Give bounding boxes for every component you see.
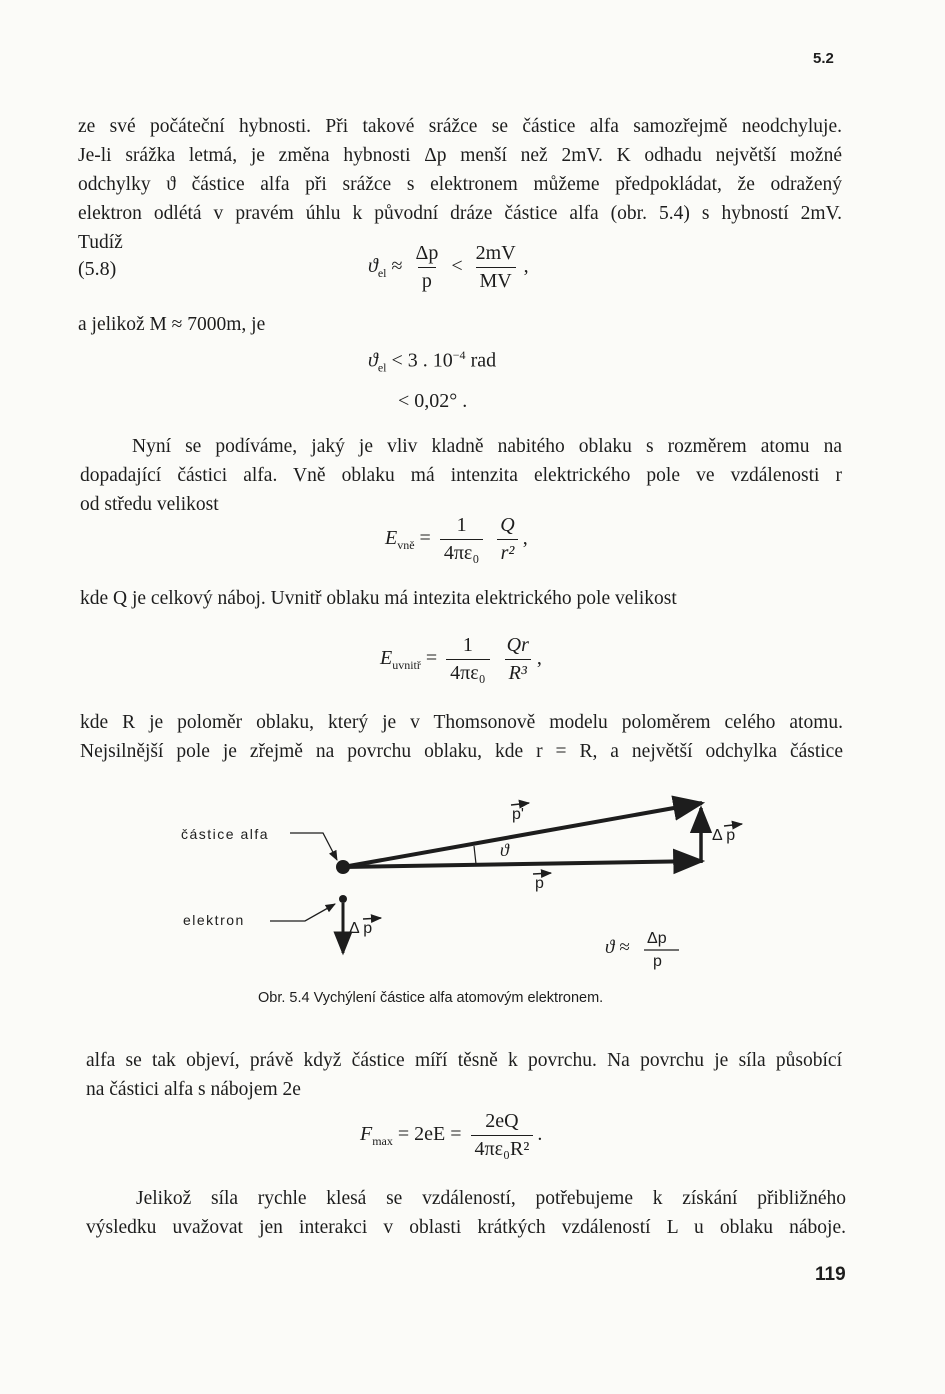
force-symbol: F [360, 1123, 373, 1146]
page-number: 119 [815, 1264, 846, 1285]
electron-leader-line [270, 904, 335, 921]
numerator: 1 [456, 514, 467, 536]
numerator: 2eQ [485, 1110, 519, 1132]
numerator: 1 [462, 634, 473, 656]
subscript: el [377, 360, 387, 375]
formula-denominator: p [653, 953, 662, 970]
equation-bound-deg: < 0,02° . [398, 390, 468, 412]
unit: rad [465, 349, 497, 372]
text-line: dopadající částici alfa. Vně oblaku má intenzita elektrického pole ve vzdálenosti r [80, 465, 842, 486]
label-delta-p-electron: Δ p [349, 920, 373, 937]
less-than-sign: < [451, 255, 463, 278]
numerator: Q [500, 514, 515, 536]
equals-sign: = [419, 527, 431, 550]
denominator: 4πε₀ [440, 539, 483, 565]
text-mass-ratio: a jelikož M ≈ 7000m, je [78, 314, 266, 335]
equation-middle: = 2eE = [397, 1123, 462, 1146]
text-line: odchylky ϑ částice alfa při srážce s elektronem můžeme předpokládat, že odražený [78, 174, 842, 195]
approx-sign: ≈ [391, 255, 403, 278]
text-line: Je-li srážka letmá, je změna hybnosti Δp menší než 2mV. K odhadu největší možné [78, 145, 842, 166]
numerator: 2mV [475, 242, 516, 264]
text-line: Nejsilnější pole je zřejmě na povrchu oblaku, kde r = R, a největší odchylka částice [80, 741, 843, 762]
label-theta: ϑ [500, 840, 509, 860]
label-delta-p-right: Δ p [712, 827, 736, 844]
numerator: Δp [415, 242, 439, 264]
figure-caption: Obr. 5.4 Vychýlení částice alfa atomovým elektronem. [258, 990, 604, 1006]
label-p: p [535, 875, 544, 892]
text-line: Jelikož síla rychle klesá se vzdáleností, potřebujeme k získání přibližného [136, 1188, 846, 1209]
numerator: Qr [506, 634, 529, 656]
label-p-prime: p' [512, 806, 524, 823]
paragraph-6 [86, 1184, 846, 1242]
label-alpha-particle: částice alfa [181, 826, 270, 842]
punctuation: , [522, 527, 528, 550]
theta-symbol: ϑ [368, 349, 378, 372]
vector-hat [363, 918, 381, 919]
text-line: na částici alfa s nábojem 2e [86, 1079, 301, 1100]
paragraph-3: kde Q je celkový náboj. Uvnitř oblaku má intezita elektrického pole velikost [80, 588, 677, 609]
bound-value: < 3 . 10 [391, 349, 453, 372]
text-line: výsledku uvažovat jen interakci v oblasti krátkých vzdáleností L u oblaku náboje. [86, 1217, 846, 1238]
angle-mark [474, 846, 476, 864]
p-vector [343, 861, 702, 867]
equation-max-force [360, 1110, 542, 1161]
subscript: uvnitř [392, 658, 421, 673]
text-line: od středu velikost [80, 494, 219, 515]
equals-sign: = [425, 647, 438, 670]
formula-theta-approx: ϑ ≈ [605, 937, 630, 958]
punctuation: , [536, 647, 542, 670]
denominator: 4πε₀R² [471, 1135, 534, 1161]
subscript: vně [397, 538, 415, 553]
text-line: kde R je poloměr oblaku, který je v Thomsonově modelu poloměrem celého atomu. [80, 712, 843, 733]
text-line: alfa se tak objeví, právě když částice míří těsně k povrchu. Na povrchu je síla působící [86, 1050, 842, 1071]
paragraph-5 [86, 1046, 842, 1104]
subscript: max [372, 1134, 393, 1149]
field-symbol: E [380, 647, 393, 670]
denominator: MV [476, 267, 516, 293]
text-line: elektron odlétá v pravém úhlu k původní dráze částice alfa (obr. 5.4) s hybností 2mV. [78, 203, 842, 224]
denominator: p [418, 267, 436, 293]
equation-label: (5.8) [78, 258, 117, 280]
vector-hat [724, 824, 742, 826]
fraction [471, 1110, 534, 1161]
punctuation: . [537, 1123, 543, 1146]
text-line: Tudíž [78, 232, 123, 253]
text-line: Nyní se podíváme, jaký je vliv kladně nabitého oblaku s rozměrem atomu na [132, 436, 842, 457]
field-symbol: E [385, 527, 398, 550]
subscript: el [377, 266, 387, 281]
section-number: 5.2 [813, 50, 834, 67]
theta-symbol: ϑ [368, 255, 378, 278]
punctuation: , [523, 255, 529, 278]
alpha-leader-line [290, 833, 337, 860]
denominator: 4πε₀ [446, 659, 489, 685]
text-line: ze své počáteční hybnosti. Při takové srážce se částice alfa samozřejmě neodchyluje. [78, 116, 842, 137]
denominator: R³ [505, 659, 531, 685]
electron-dot [339, 895, 347, 903]
exponent: −4 [452, 348, 466, 362]
label-electron: elektron [183, 912, 245, 928]
vector-hat [511, 803, 529, 805]
alpha-particle [336, 860, 350, 874]
vector-hat [533, 873, 551, 874]
denominator: r² [497, 539, 519, 565]
formula-numerator: Δp [647, 930, 667, 947]
